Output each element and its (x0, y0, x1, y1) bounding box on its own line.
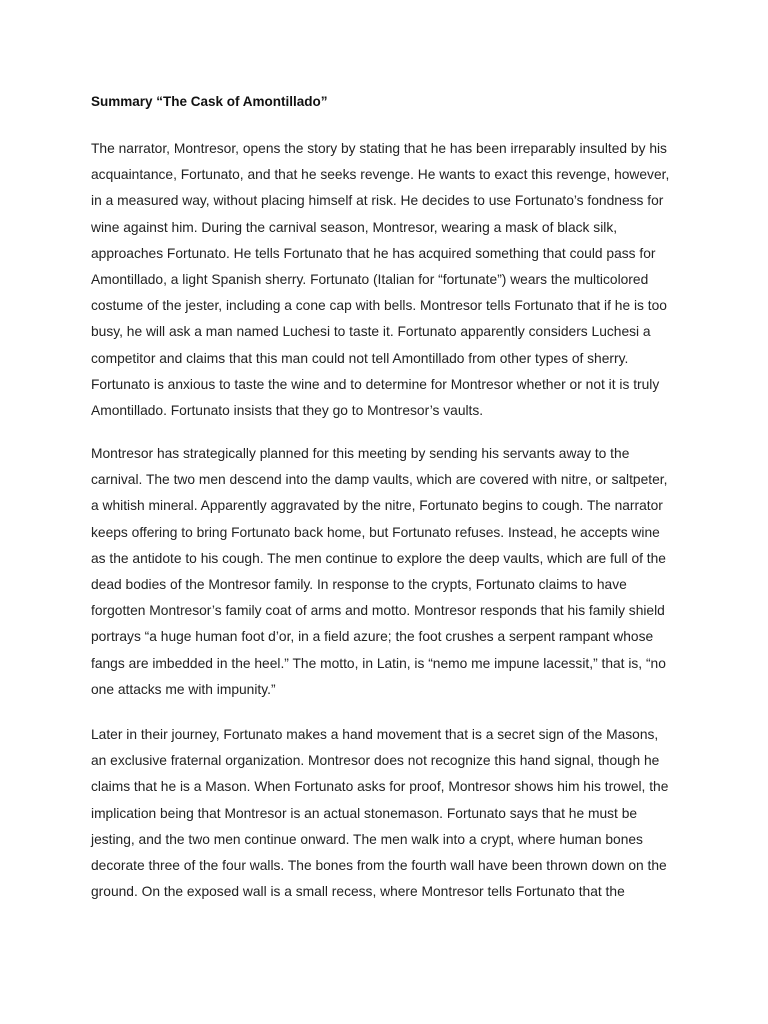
text-line: an exclusive fraternal organization. Montresor does not recognize this hand signal, though he (91, 753, 660, 769)
text-line: dead bodies of the Montresor family. In response to the crypts, Fortunato claims to have (91, 576, 627, 592)
document-title: Summary “The Cask of Amontillado” (91, 94, 328, 109)
text-line: as the antidote to his cough. The men continue to explore the deep vaults, which are full of the (91, 550, 666, 566)
text-line: portrays “a huge human foot d’or, in a field azure; the foot crushes a serpent rampant whose (91, 629, 654, 645)
text-line: decorate three of the four walls. The bones from the fourth wall have been thrown down on the (91, 857, 667, 873)
text-line: wine against him. During the carnival season, Montresor, wearing a mask of black silk, (91, 219, 618, 235)
text-line: busy, he will ask a man named Luchesi to taste it. Fortunato apparently considers Luchesi a (91, 324, 651, 340)
text-line: carnival. The two men descend into the damp vaults, which are covered with nitre, or saltpeter, (91, 472, 668, 488)
text-line: ground. On the exposed wall is a small recess, where Montresor tells Fortunato that the (91, 884, 625, 900)
text-line: Fortunato is anxious to taste the wine and to determine for Montresor whether or not it is truly (91, 376, 660, 392)
text-line: claims that he is a Mason. When Fortunato asks for proof, Montresor shows him his trowel, the (91, 779, 669, 795)
text-line: Amontillado. Fortunato insists that they go to Montresor’s vaults. (91, 402, 484, 418)
text-line: implication being that Montresor is an actual stonemason. Fortunato says that he must be (91, 805, 638, 821)
text-line: keeps offering to bring Fortunato back home, but Fortunato refuses. Instead, he accepts wine (91, 524, 660, 540)
paragraph-3 (91, 722, 681, 905)
text-line: acquaintance, Fortunato, and that he seeks revenge. He wants to exact this revenge, however, (91, 167, 670, 183)
text-line: costume of the jester, including a cone cap with bells. Montresor tells Fortunato that if he is too (91, 298, 667, 314)
paragraph-1 (91, 136, 681, 424)
text-line: one attacks me with impunity.” (91, 681, 276, 697)
text-line: forgotten Montresor’s family coat of arms and motto. Montresor responds that his family shield (91, 603, 665, 619)
text-line: Amontillado, a light Spanish sherry. Fortunato (Italian for “fortunate”) wears the multicolored (91, 271, 649, 287)
paragraph-2 (91, 441, 681, 703)
text-line: Montresor has strategically planned for this meeting by sending his servants away to the (91, 446, 630, 461)
text-line: a whitish mineral. Apparently aggravated by the nitre, Fortunato begins to cough. The narrator (91, 498, 663, 514)
text-line: in a measured way, without placing himself at risk. He decides to use Fortunato’s fondness for (91, 193, 664, 209)
text-line: approaches Fortunato. He tells Fortunato that he has acquired something that could pass for (91, 245, 656, 261)
text-line: Later in their journey, Fortunato makes a hand movement that is a secret sign of the Masons, (91, 727, 659, 742)
text-line: fangs are imbedded in the heel.” The motto, in Latin, is “nemo me impune lacessit,” that is, “no (91, 655, 666, 671)
text-line: competitor and claims that this man could not tell Amontillado from other types of sherry. (91, 350, 629, 366)
text-line: The narrator, Montresor, opens the story by stating that he has been irreparably insulted by his (91, 141, 667, 156)
text-line: jesting, and the two men continue onward. The men walk into a crypt, where human bones (91, 831, 643, 847)
